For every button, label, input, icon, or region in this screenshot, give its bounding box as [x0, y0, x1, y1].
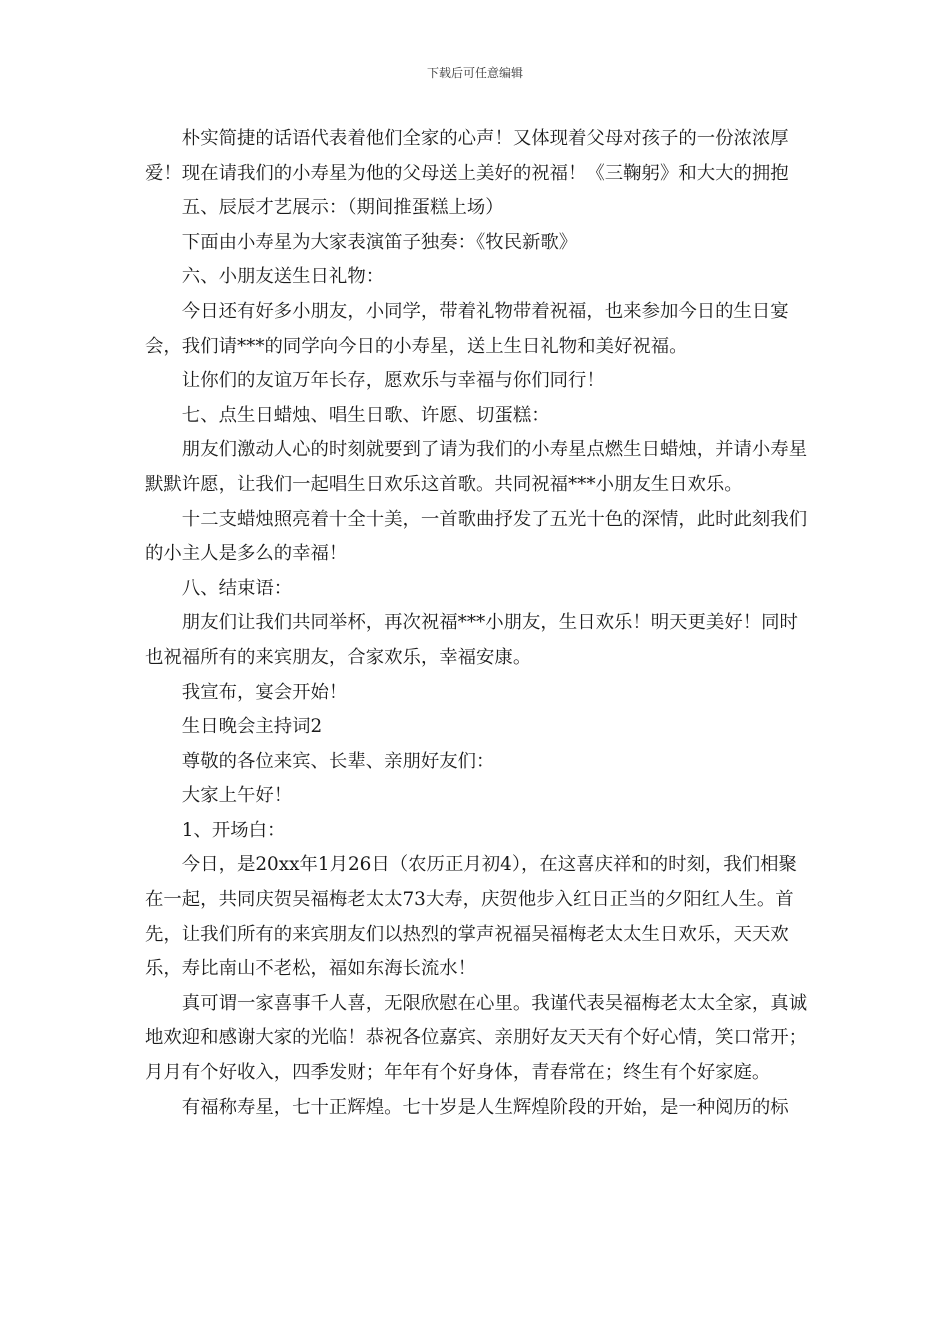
section-heading: 六、小朋友送生日礼物： — [181, 266, 385, 288]
document-body — [145, 122, 810, 1125]
paragraph: 我宣布，宴会开始！ — [181, 681, 348, 703]
paragraph: 朴实简捷的话语代表着他们全家的心声！又体现着父母对孩子的一份浓浓厚爱！现在请我们的小寿星为他的父母送上美好的祝福！《三鞠躬》和大大的拥抱 — [145, 128, 789, 184]
section-heading: 七、点生日蜡烛、唱生日歌、许愿、切蛋糕： — [181, 404, 550, 426]
paragraph: 今日，是20xx年1月26日（农历正月初4），在这喜庆祥和的时刻，我们相聚在一起，共同庆贺吴福梅老太太73大寿，庆贺他步入红日正当的夕阳红人生。首先，让我们所有的来宾朋友们以热烈的掌声祝福吴福梅老太太生日欢乐，天天欢乐，寿比南山不老松，福如东海长流水！ — [145, 854, 797, 980]
section-heading: 1、开场白： — [181, 819, 286, 841]
paragraph: 让你们的友谊万年长存，愿欢乐与幸福与你们同行！ — [181, 370, 605, 392]
paragraph: 十二支蜡烛照亮着十全十美，一首歌曲抒发了五光十色的深情，此时此刻我们的小主人是多么的幸福！ — [145, 508, 808, 565]
greeting: 大家上午好！ — [181, 785, 293, 807]
paragraph: 有福称寿星，七十正辉煌。七十岁是人生辉煌阶段的开始，是一种阅历的标 — [181, 1096, 789, 1118]
paragraph: 真可谓一家喜事千人喜，无限欣慰在心里。我谨代表吴福梅老太太全家，真诚地欢迎和感谢大家的光临！恭祝各位嘉宾、亲朋好友天天有个好心情，笑口常开；月月有个好收入，四季发财；年年有个好身体，青春常在；终生有个好家庭。 — [145, 992, 808, 1084]
section-heading: 五、辰辰才艺展示：（期间推蛋糕上场） — [181, 197, 504, 219]
salutation: 尊敬的各位来宾、长辈、亲朋好友们： — [181, 750, 495, 772]
paragraph: 今日还有好多小朋友，小同学，带着礼物带着祝福，也来参加今日的生日宴会，我们请***的同学向今日的小寿星，送上生日礼物和美好祝福。 — [145, 300, 789, 357]
paragraph: 下面由小寿星为大家表演笛子独奏：《牧民新歌》 — [181, 231, 578, 253]
paragraph: 朋友们激动人心的时刻就要到了请为我们的小寿星点燃生日蜡烛，并请小寿星默默许愿，让我们一起唱生日欢乐这首歌。共同祝福***小朋友生日欢乐。 — [145, 439, 808, 495]
paragraph: 朋友们让我们共同举杯，再次祝福***小朋友，生日欢乐！明天更美好！同时也祝福所有的来宾朋友，合家欢乐，幸福安康。 — [145, 612, 798, 668]
document-title: 生日晚会主持词2 — [181, 716, 323, 738]
page-header-note: 下载后可任意编辑 — [426, 66, 523, 80]
section-heading: 八、结束语： — [181, 577, 293, 599]
